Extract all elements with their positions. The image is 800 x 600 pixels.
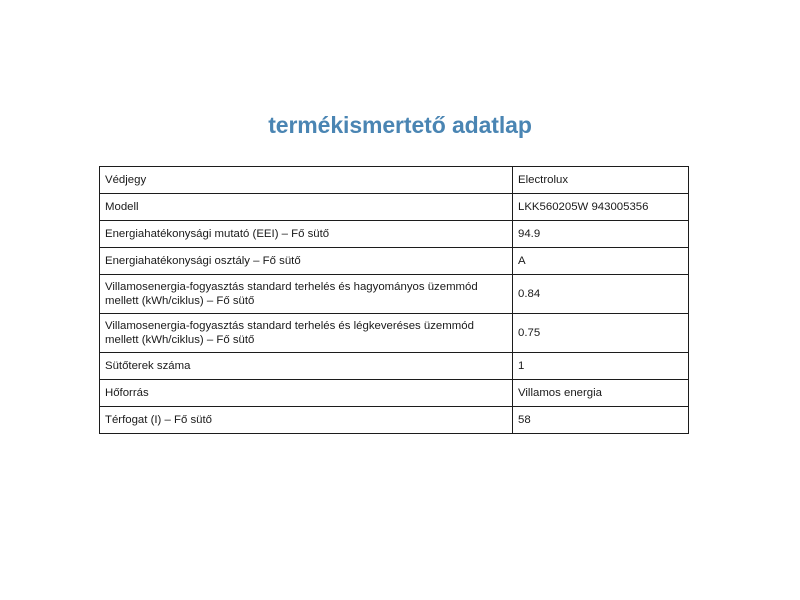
row-label: Villamosenergia-fogyasztás standard terhelés és légkeveréses üzemmód mellett (kWh/ciklus) – Fő sütő <box>100 314 513 353</box>
row-label: Hőforrás <box>100 380 513 407</box>
row-value: 1 <box>513 353 689 380</box>
table-row <box>100 167 689 194</box>
table-row <box>100 194 689 221</box>
page-title: termékismertető adatlap <box>268 112 532 138</box>
row-label: Energiahatékonysági mutató (EEI) – Fő sütő <box>100 221 513 248</box>
row-label: Energiahatékonysági osztály – Fő sütő <box>100 248 513 275</box>
row-label: Védjegy <box>100 167 513 194</box>
table-row <box>100 248 689 275</box>
table-row <box>100 275 689 314</box>
table-body <box>100 167 689 434</box>
row-value: 58 <box>513 407 689 434</box>
table-row <box>100 353 689 380</box>
row-label: Sütőterek száma <box>100 353 513 380</box>
table-row <box>100 407 689 434</box>
row-label: Villamosenergia-fogyasztás standard terhelés és hagyományos üzemmód mellett (kWh/ciklus) – Fő sütő <box>100 275 513 314</box>
row-value: Villamos energia <box>513 380 689 407</box>
row-value: LKK560205W 943005356 <box>513 194 689 221</box>
row-value: Electrolux <box>513 167 689 194</box>
row-value: A <box>513 248 689 275</box>
table-row <box>100 221 689 248</box>
row-value: 0.84 <box>513 275 689 314</box>
table-row <box>100 380 689 407</box>
row-label: Modell <box>100 194 513 221</box>
row-label: Térfogat (I) – Fő sütő <box>100 407 513 434</box>
product-specification-table <box>99 166 689 434</box>
row-value: 94.9 <box>513 221 689 248</box>
table-row <box>100 314 689 353</box>
row-value: 0.75 <box>513 314 689 353</box>
